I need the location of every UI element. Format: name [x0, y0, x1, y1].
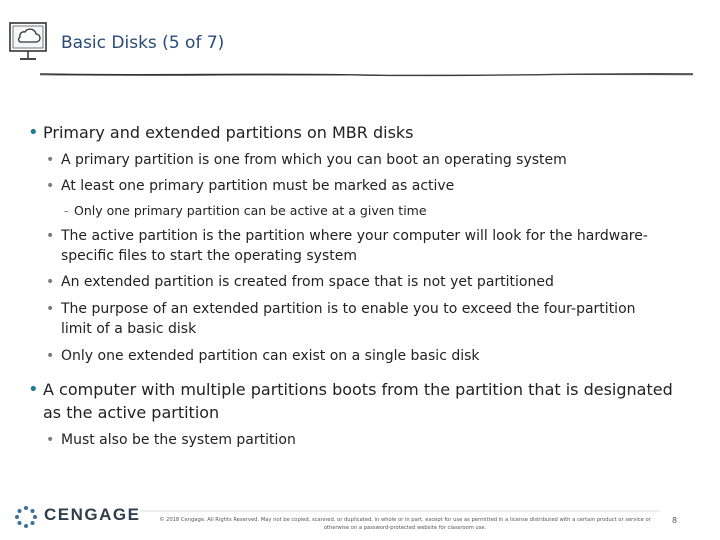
- bullet-text: Only one primary partition can be active at a given time: [74, 203, 427, 218]
- bullet-text-continued: specific files to start the operating system: [61, 248, 358, 264]
- footer-divider: [140, 508, 660, 514]
- bullet-text: Must also be the system partition: [61, 432, 296, 448]
- bullet-dot: •: [28, 379, 39, 400]
- bullet-text: At least one primary partition must be marked as active: [61, 178, 455, 194]
- bullet-dash: -: [64, 203, 69, 218]
- copyright-line-2: otherwise on a password-protected website for classroom use.: [323, 525, 487, 531]
- page-number: 8: [672, 516, 678, 525]
- bullet-dot: •: [46, 301, 55, 317]
- bullet-text: A computer with multiple partitions boots from the partition that is designated: [43, 380, 673, 399]
- bullet-text-continued: as the active partition: [43, 403, 220, 422]
- bullet-text: The purpose of an extended partition is to enable you to exceed the four-partition: [61, 301, 636, 317]
- bullet-text-continued: limit of a basic disk: [61, 321, 197, 337]
- brand-logo-text: CENGAGE: [44, 505, 141, 524]
- bullet-text: A primary partition is one from which you can boot an operating system: [61, 152, 567, 168]
- bullet-text: Primary and extended partitions on MBR disks: [43, 123, 414, 142]
- slide-title: Basic Disks (5 of 7): [61, 33, 225, 53]
- copyright-notice: [145, 516, 665, 532]
- bullet-dot: •: [46, 432, 55, 448]
- bullet-dot: •: [46, 178, 55, 194]
- bullet-text: Only one extended partition can exist on a single basic disk: [61, 348, 480, 364]
- bullet-text: An extended partition is created from space that is not yet partitioned: [61, 274, 554, 290]
- bullet-text: The active partition is the partition where your computer will look for the hardware-: [61, 228, 648, 244]
- bullet-dot: •: [46, 228, 55, 244]
- bullet-dot: •: [46, 274, 55, 290]
- copyright-line-1: © 2018 Cengage. All Rights Reserved. May not be copied, scanned, or duplicated, in whole or in part, except for use as permitted in a license distributed with a certain product or service or: [159, 517, 651, 523]
- bullet-dot: •: [28, 122, 39, 143]
- cengage-logo-icon: [14, 505, 38, 529]
- bullet-dot: •: [46, 152, 55, 168]
- bullet-dot: •: [46, 348, 55, 364]
